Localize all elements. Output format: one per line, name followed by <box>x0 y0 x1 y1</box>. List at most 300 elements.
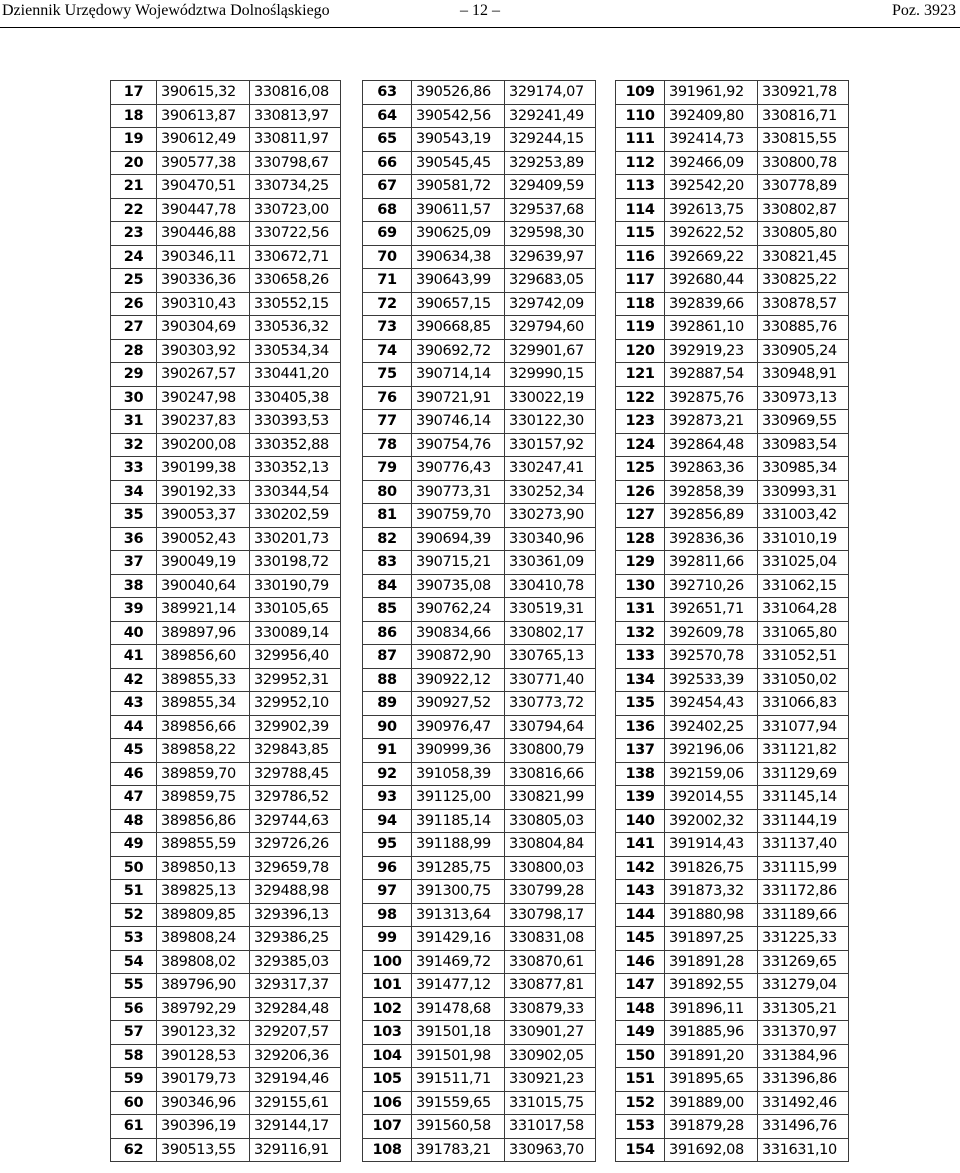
table-row <box>111 903 341 927</box>
y-coordinate-cell: 329639,97 <box>505 245 596 269</box>
point-number-cell: 73 <box>363 316 412 340</box>
table-row <box>616 1021 849 1045</box>
table-row <box>616 504 849 528</box>
y-coordinate-cell: 329952,31 <box>250 668 341 692</box>
point-number-cell: 142 <box>616 856 665 880</box>
point-number-cell: 126 <box>616 480 665 504</box>
x-coordinate-cell: 392196,06 <box>665 739 758 763</box>
x-coordinate-cell: 389825,13 <box>157 880 250 904</box>
x-coordinate-cell: 390346,96 <box>157 1091 250 1115</box>
x-coordinate-cell: 390999,36 <box>412 739 505 763</box>
y-coordinate-cell: 329386,25 <box>250 927 341 951</box>
y-coordinate-cell: 331025,04 <box>758 551 849 575</box>
y-coordinate-cell: 330821,99 <box>505 786 596 810</box>
table-row <box>363 457 596 481</box>
point-number-cell: 107 <box>363 1115 412 1139</box>
point-number-cell: 139 <box>616 786 665 810</box>
y-coordinate-cell: 331115,99 <box>758 856 849 880</box>
x-coordinate-cell: 390237,83 <box>157 410 250 434</box>
table-row <box>111 1044 341 1068</box>
x-coordinate-cell: 392710,26 <box>665 574 758 598</box>
point-number-cell: 135 <box>616 692 665 716</box>
y-coordinate-cell: 330393,53 <box>250 410 341 434</box>
y-coordinate-cell: 329409,59 <box>505 175 596 199</box>
x-coordinate-cell: 390577,38 <box>157 151 250 175</box>
x-coordinate-cell: 391559,65 <box>412 1091 505 1115</box>
y-coordinate-cell: 331062,15 <box>758 574 849 598</box>
table-row <box>363 1044 596 1068</box>
y-coordinate-cell: 330877,81 <box>505 974 596 998</box>
x-coordinate-cell: 390721,91 <box>412 386 505 410</box>
table-row <box>616 433 849 457</box>
x-coordinate-cell: 389855,34 <box>157 692 250 716</box>
x-coordinate-cell: 389921,14 <box>157 598 250 622</box>
x-coordinate-cell: 389850,13 <box>157 856 250 880</box>
table-row <box>616 856 849 880</box>
point-number-cell: 33 <box>111 457 157 481</box>
point-number-cell: 63 <box>363 81 412 105</box>
x-coordinate-cell: 392858,39 <box>665 480 758 504</box>
y-coordinate-cell: 330800,79 <box>505 739 596 763</box>
y-coordinate-cell: 329194,46 <box>250 1068 341 1092</box>
table-row <box>616 1115 849 1139</box>
y-coordinate-cell: 330247,41 <box>505 457 596 481</box>
table-row <box>363 551 596 575</box>
x-coordinate-cell: 392651,71 <box>665 598 758 622</box>
table-row <box>616 715 849 739</box>
x-coordinate-cell: 392622,52 <box>665 222 758 246</box>
table-body <box>363 81 596 1162</box>
x-coordinate-cell: 390052,43 <box>157 527 250 551</box>
y-coordinate-cell: 330804,84 <box>505 833 596 857</box>
point-number-cell: 60 <box>111 1091 157 1115</box>
y-coordinate-cell: 331015,75 <box>505 1091 596 1115</box>
x-coordinate-cell: 392570,78 <box>665 645 758 669</box>
table-row <box>616 480 849 504</box>
table-row <box>616 1138 849 1162</box>
y-coordinate-cell: 329794,60 <box>505 316 596 340</box>
x-coordinate-cell: 390715,21 <box>412 551 505 575</box>
table-row <box>616 668 849 692</box>
y-coordinate-cell: 330105,65 <box>250 598 341 622</box>
y-coordinate-cell: 330198,72 <box>250 551 341 575</box>
table-row <box>363 1115 596 1139</box>
table-row <box>111 457 341 481</box>
x-coordinate-cell: 389855,59 <box>157 833 250 857</box>
x-coordinate-cell: 391560,58 <box>412 1115 505 1139</box>
table-row <box>111 175 341 199</box>
table-row <box>616 786 849 810</box>
x-coordinate-cell: 392811,66 <box>665 551 758 575</box>
table-row <box>111 927 341 951</box>
y-coordinate-cell: 330805,80 <box>758 222 849 246</box>
x-coordinate-cell: 391692,08 <box>665 1138 758 1162</box>
x-coordinate-cell: 391879,28 <box>665 1115 758 1139</box>
table-row <box>616 1068 849 1092</box>
y-coordinate-cell: 330410,78 <box>505 574 596 598</box>
x-coordinate-cell: 390668,85 <box>412 316 505 340</box>
point-number-cell: 70 <box>363 245 412 269</box>
y-coordinate-cell: 330885,76 <box>758 316 849 340</box>
table-row <box>363 809 596 833</box>
table-row <box>363 316 596 340</box>
point-number-cell: 110 <box>616 104 665 128</box>
table-body <box>111 81 341 1162</box>
table-row <box>111 1115 341 1139</box>
table-row <box>363 1138 596 1162</box>
table-row <box>616 128 849 152</box>
x-coordinate-cell: 392856,89 <box>665 504 758 528</box>
point-number-cell: 85 <box>363 598 412 622</box>
y-coordinate-cell: 331496,76 <box>758 1115 849 1139</box>
table-row <box>111 151 341 175</box>
x-coordinate-cell: 391185,14 <box>412 809 505 833</box>
x-coordinate-cell: 392887,54 <box>665 363 758 387</box>
x-coordinate-cell: 390396,19 <box>157 1115 250 1139</box>
y-coordinate-cell: 330816,66 <box>505 762 596 786</box>
x-coordinate-cell: 390746,14 <box>412 410 505 434</box>
x-coordinate-cell: 391511,71 <box>412 1068 505 1092</box>
point-number-cell: 83 <box>363 551 412 575</box>
x-coordinate-cell: 389809,85 <box>157 903 250 927</box>
x-coordinate-cell: 392533,39 <box>665 668 758 692</box>
y-coordinate-cell: 330778,89 <box>758 175 849 199</box>
y-coordinate-cell: 331225,33 <box>758 927 849 951</box>
x-coordinate-cell: 390310,43 <box>157 292 250 316</box>
point-number-cell: 90 <box>363 715 412 739</box>
y-coordinate-cell: 330948,91 <box>758 363 849 387</box>
table-row <box>363 1021 596 1045</box>
table-row <box>363 480 596 504</box>
table-row <box>111 269 341 293</box>
point-number-cell: 19 <box>111 128 157 152</box>
y-coordinate-cell: 329683,05 <box>505 269 596 293</box>
x-coordinate-cell: 391826,75 <box>665 856 758 880</box>
point-number-cell: 103 <box>363 1021 412 1045</box>
point-number-cell: 106 <box>363 1091 412 1115</box>
y-coordinate-cell: 330985,34 <box>758 457 849 481</box>
point-number-cell: 94 <box>363 809 412 833</box>
table-row <box>111 645 341 669</box>
point-number-cell: 108 <box>363 1138 412 1162</box>
table-row <box>111 198 341 222</box>
table-row <box>111 598 341 622</box>
table-row <box>363 245 596 269</box>
table-row <box>616 598 849 622</box>
point-number-cell: 115 <box>616 222 665 246</box>
x-coordinate-cell: 391058,39 <box>412 762 505 786</box>
point-number-cell: 120 <box>616 339 665 363</box>
table-row <box>363 339 596 363</box>
table-row <box>111 786 341 810</box>
table-row <box>616 809 849 833</box>
point-number-cell: 123 <box>616 410 665 434</box>
x-coordinate-cell: 391880,98 <box>665 903 758 927</box>
y-coordinate-cell: 329659,78 <box>250 856 341 880</box>
x-coordinate-cell: 390267,57 <box>157 363 250 387</box>
point-number-cell: 28 <box>111 339 157 363</box>
table-row <box>111 621 341 645</box>
point-number-cell: 117 <box>616 269 665 293</box>
point-number-cell: 154 <box>616 1138 665 1162</box>
y-coordinate-cell: 329537,68 <box>505 198 596 222</box>
point-number-cell: 18 <box>111 104 157 128</box>
table-row <box>363 715 596 739</box>
x-coordinate-cell: 390927,52 <box>412 692 505 716</box>
x-coordinate-cell: 390754,76 <box>412 433 505 457</box>
y-coordinate-cell: 329241,49 <box>505 104 596 128</box>
x-coordinate-cell: 390612,49 <box>157 128 250 152</box>
point-number-cell: 61 <box>111 1115 157 1139</box>
y-coordinate-cell: 331384,96 <box>758 1044 849 1068</box>
x-coordinate-cell: 390976,47 <box>412 715 505 739</box>
position-number: Poz. 3923 <box>892 2 956 19</box>
y-coordinate-cell: 331396,86 <box>758 1068 849 1092</box>
y-coordinate-cell: 329598,30 <box>505 222 596 246</box>
table-row <box>616 81 849 105</box>
table-row <box>616 1091 849 1115</box>
point-number-cell: 62 <box>111 1138 157 1162</box>
x-coordinate-cell: 390543,19 <box>412 128 505 152</box>
y-coordinate-cell: 330802,17 <box>505 621 596 645</box>
y-coordinate-cell: 331144,19 <box>758 809 849 833</box>
x-coordinate-cell: 392014,55 <box>665 786 758 810</box>
point-number-cell: 127 <box>616 504 665 528</box>
table-row <box>363 292 596 316</box>
y-coordinate-cell: 330202,59 <box>250 504 341 528</box>
table-row <box>363 974 596 998</box>
y-coordinate-cell: 330722,56 <box>250 222 341 246</box>
point-number-cell: 82 <box>363 527 412 551</box>
table-row <box>616 551 849 575</box>
table-row <box>616 175 849 199</box>
table-row <box>616 739 849 763</box>
point-number-cell: 134 <box>616 668 665 692</box>
table-row <box>111 128 341 152</box>
x-coordinate-cell: 391501,18 <box>412 1021 505 1045</box>
table-row <box>616 574 849 598</box>
x-coordinate-cell: 392861,10 <box>665 316 758 340</box>
table-row <box>111 880 341 904</box>
x-coordinate-cell: 392839,66 <box>665 292 758 316</box>
x-coordinate-cell: 391300,75 <box>412 880 505 904</box>
table-row <box>363 762 596 786</box>
table-row <box>363 504 596 528</box>
point-number-cell: 111 <box>616 128 665 152</box>
y-coordinate-cell: 330825,22 <box>758 269 849 293</box>
y-coordinate-cell: 329952,10 <box>250 692 341 716</box>
y-coordinate-cell: 331064,28 <box>758 598 849 622</box>
y-coordinate-cell: 330157,92 <box>505 433 596 457</box>
point-number-cell: 41 <box>111 645 157 669</box>
x-coordinate-cell: 390694,39 <box>412 527 505 551</box>
x-coordinate-cell: 390773,31 <box>412 480 505 504</box>
x-coordinate-cell: 389858,22 <box>157 739 250 763</box>
point-number-cell: 67 <box>363 175 412 199</box>
x-coordinate-cell: 390513,55 <box>157 1138 250 1162</box>
y-coordinate-cell: 329990,15 <box>505 363 596 387</box>
y-coordinate-cell: 329116,91 <box>250 1138 341 1162</box>
table-row <box>616 974 849 998</box>
point-number-cell: 104 <box>363 1044 412 1068</box>
x-coordinate-cell: 390447,78 <box>157 198 250 222</box>
point-number-cell: 46 <box>111 762 157 786</box>
table-row <box>363 621 596 645</box>
table-row <box>616 762 849 786</box>
point-number-cell: 59 <box>111 1068 157 1092</box>
point-number-cell: 92 <box>363 762 412 786</box>
point-number-cell: 30 <box>111 386 157 410</box>
y-coordinate-cell: 330831,08 <box>505 927 596 951</box>
point-number-cell: 91 <box>363 739 412 763</box>
x-coordinate-cell: 390611,57 <box>412 198 505 222</box>
point-number-cell: 150 <box>616 1044 665 1068</box>
point-number-cell: 22 <box>111 198 157 222</box>
x-coordinate-cell: 391477,12 <box>412 974 505 998</box>
x-coordinate-cell: 391891,20 <box>665 1044 758 1068</box>
point-number-cell: 39 <box>111 598 157 622</box>
table-row <box>111 1068 341 1092</box>
table-row <box>616 316 849 340</box>
table-row <box>616 269 849 293</box>
y-coordinate-cell: 330902,05 <box>505 1044 596 1068</box>
y-coordinate-cell: 330252,34 <box>505 480 596 504</box>
point-number-cell: 87 <box>363 645 412 669</box>
point-number-cell: 49 <box>111 833 157 857</box>
y-coordinate-cell: 330963,70 <box>505 1138 596 1162</box>
y-coordinate-cell: 330201,73 <box>250 527 341 551</box>
y-coordinate-cell: 330534,34 <box>250 339 341 363</box>
point-number-cell: 93 <box>363 786 412 810</box>
y-coordinate-cell: 329174,07 <box>505 81 596 105</box>
table-row <box>616 880 849 904</box>
x-coordinate-cell: 391896,11 <box>665 997 758 1021</box>
table-row <box>363 645 596 669</box>
table-row <box>111 292 341 316</box>
table-row <box>616 903 849 927</box>
y-coordinate-cell: 330798,17 <box>505 903 596 927</box>
x-coordinate-cell: 390542,56 <box>412 104 505 128</box>
x-coordinate-cell: 390049,19 <box>157 551 250 575</box>
point-number-cell: 102 <box>363 997 412 1021</box>
table-row <box>363 903 596 927</box>
x-coordinate-cell: 390545,45 <box>412 151 505 175</box>
coordinates-table-3 <box>615 80 849 1162</box>
table-row <box>363 574 596 598</box>
x-coordinate-cell: 391889,00 <box>665 1091 758 1115</box>
y-coordinate-cell: 330813,97 <box>250 104 341 128</box>
y-coordinate-cell: 330901,27 <box>505 1021 596 1045</box>
y-coordinate-cell: 329317,37 <box>250 974 341 998</box>
point-number-cell: 74 <box>363 339 412 363</box>
point-number-cell: 98 <box>363 903 412 927</box>
point-number-cell: 78 <box>363 433 412 457</box>
y-coordinate-cell: 330921,78 <box>758 81 849 105</box>
table-row <box>363 950 596 974</box>
y-coordinate-cell: 330799,28 <box>505 880 596 904</box>
table-row <box>111 668 341 692</box>
table-row <box>616 151 849 175</box>
y-coordinate-cell: 329786,52 <box>250 786 341 810</box>
table-row <box>111 316 341 340</box>
y-coordinate-cell: 329244,15 <box>505 128 596 152</box>
x-coordinate-cell: 390346,11 <box>157 245 250 269</box>
point-number-cell: 55 <box>111 974 157 998</box>
y-coordinate-cell: 331370,97 <box>758 1021 849 1045</box>
point-number-cell: 50 <box>111 856 157 880</box>
point-number-cell: 79 <box>363 457 412 481</box>
x-coordinate-cell: 390581,72 <box>412 175 505 199</box>
point-number-cell: 37 <box>111 551 157 575</box>
x-coordinate-cell: 391285,75 <box>412 856 505 880</box>
y-coordinate-cell: 331129,69 <box>758 762 849 786</box>
point-number-cell: 122 <box>616 386 665 410</box>
y-coordinate-cell: 330361,09 <box>505 551 596 575</box>
point-number-cell: 66 <box>363 151 412 175</box>
y-coordinate-cell: 331052,51 <box>758 645 849 669</box>
y-coordinate-cell: 330089,14 <box>250 621 341 645</box>
point-number-cell: 144 <box>616 903 665 927</box>
point-number-cell: 112 <box>616 151 665 175</box>
y-coordinate-cell: 331065,80 <box>758 621 849 645</box>
x-coordinate-cell: 391469,72 <box>412 950 505 974</box>
point-number-cell: 129 <box>616 551 665 575</box>
coordinates-table-1 <box>110 80 341 1162</box>
table-row <box>363 833 596 857</box>
x-coordinate-cell: 389856,66 <box>157 715 250 739</box>
point-number-cell: 56 <box>111 997 157 1021</box>
y-coordinate-cell: 331305,21 <box>758 997 849 1021</box>
point-number-cell: 35 <box>111 504 157 528</box>
x-coordinate-cell: 391891,28 <box>665 950 758 974</box>
x-coordinate-cell: 389897,96 <box>157 621 250 645</box>
table-row <box>111 504 341 528</box>
point-number-cell: 43 <box>111 692 157 716</box>
point-number-cell: 148 <box>616 997 665 1021</box>
table-row <box>111 551 341 575</box>
y-coordinate-cell: 330552,15 <box>250 292 341 316</box>
point-number-cell: 48 <box>111 809 157 833</box>
point-number-cell: 76 <box>363 386 412 410</box>
table-row <box>616 833 849 857</box>
x-coordinate-cell: 390922,12 <box>412 668 505 692</box>
table-row <box>363 1091 596 1115</box>
x-coordinate-cell: 391873,32 <box>665 880 758 904</box>
y-coordinate-cell: 329206,36 <box>250 1044 341 1068</box>
y-coordinate-cell: 329788,45 <box>250 762 341 786</box>
x-coordinate-cell: 390657,15 <box>412 292 505 316</box>
x-coordinate-cell: 391885,96 <box>665 1021 758 1045</box>
y-coordinate-cell: 329144,17 <box>250 1115 341 1139</box>
x-coordinate-cell: 392159,06 <box>665 762 758 786</box>
table-row <box>111 574 341 598</box>
table-row <box>111 386 341 410</box>
table-row <box>363 175 596 199</box>
point-number-cell: 44 <box>111 715 157 739</box>
point-number-cell: 38 <box>111 574 157 598</box>
point-number-cell: 26 <box>111 292 157 316</box>
x-coordinate-cell: 392454,43 <box>665 692 758 716</box>
point-number-cell: 40 <box>111 621 157 645</box>
y-coordinate-cell: 329956,40 <box>250 645 341 669</box>
y-coordinate-cell: 330672,71 <box>250 245 341 269</box>
x-coordinate-cell: 391188,99 <box>412 833 505 857</box>
x-coordinate-cell: 392402,25 <box>665 715 758 739</box>
y-coordinate-cell: 330816,71 <box>758 104 849 128</box>
point-number-cell: 89 <box>363 692 412 716</box>
table-row <box>363 269 596 293</box>
x-coordinate-cell: 390200,08 <box>157 433 250 457</box>
